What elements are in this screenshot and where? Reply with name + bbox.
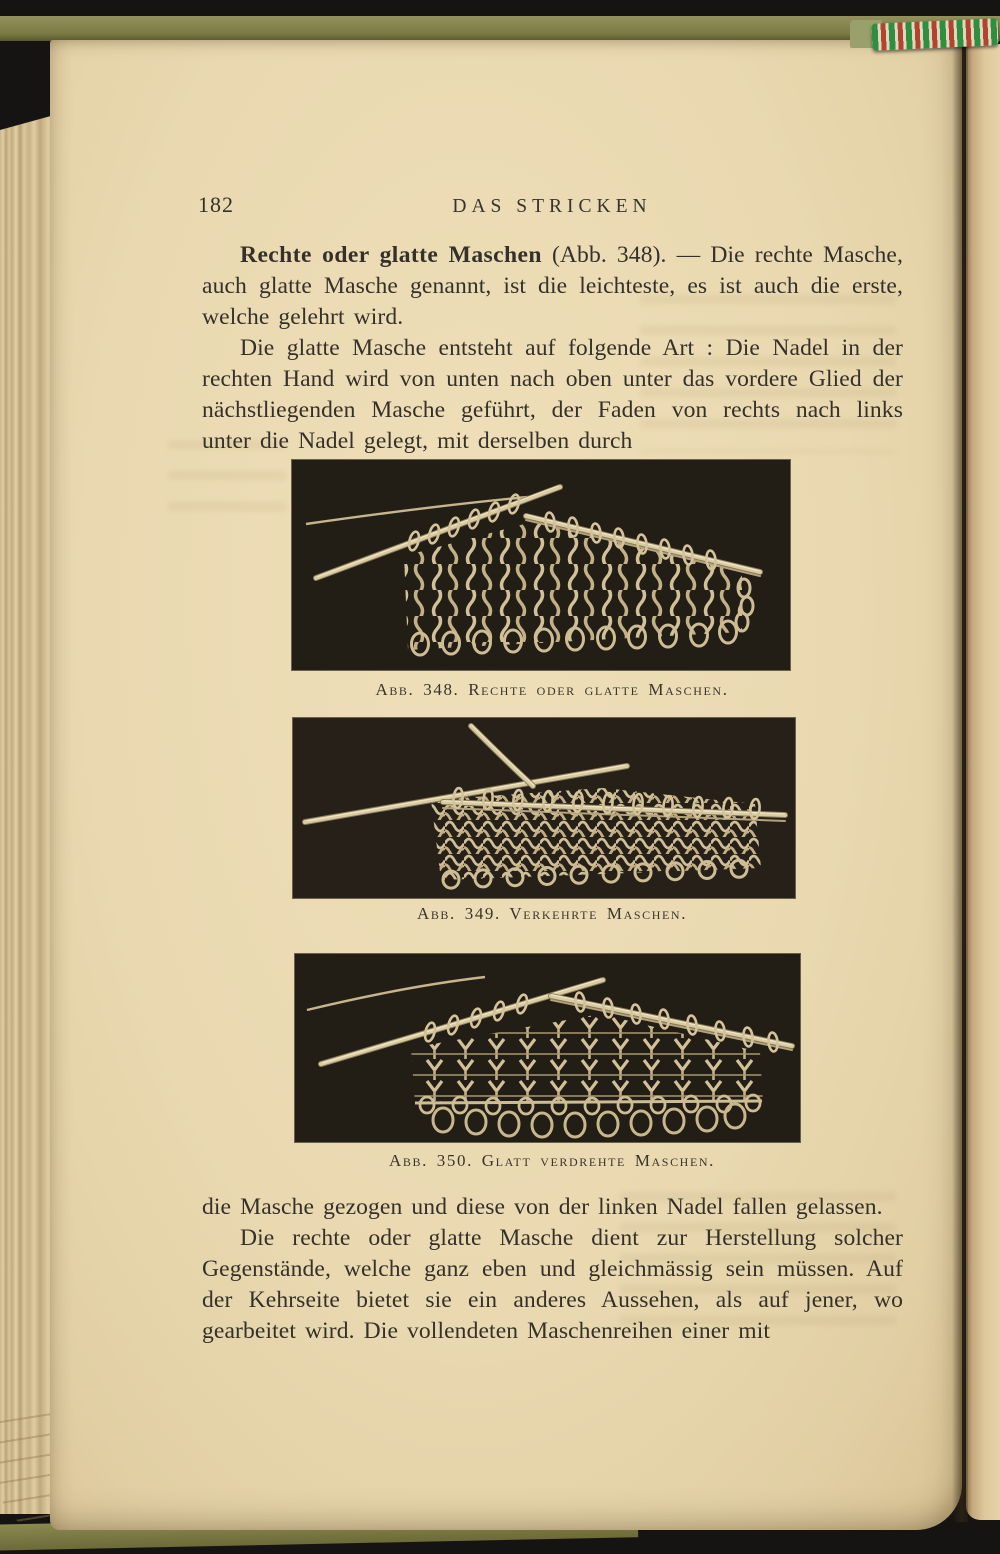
figure-abb-350 (295, 954, 800, 1142)
body-text-upper (202, 240, 903, 457)
figure-caption-348: Abb. 348. Rechte oder glatte Maschen. (375, 680, 729, 699)
decorative-headband (871, 18, 998, 50)
figure-abb-348 (292, 460, 790, 670)
gutter-shadow (952, 42, 968, 1522)
figure-caption-350: Abb. 350. Glatt verdrehte Maschen. (389, 1151, 715, 1170)
running-header: DAS STRICKEN (452, 196, 652, 217)
figure-abb-349 (293, 718, 795, 898)
figure-caption-349: Abb. 349. Verkehrte Maschen. (416, 904, 688, 923)
paragraph-rechte-maschen (202, 240, 903, 333)
body-text-lower (202, 1192, 903, 1347)
paragraph-continuation: die Masche gezogen und diese von der linken Nadel fallen gelassen. (202, 1194, 883, 1220)
paragraph-glatte-masche: Die glatte Masche entsteht auf folgende Art : Die Nadel in der rechten Hand wird von unten nach oben unter das vordere Glied der nächstliegenden Masche geführt, der Faden von rechts nach links unter die Nadel gelegt, mit derselben durch (202, 335, 903, 454)
paragraph-lead-in: Rechte oder glatte Maschen (240, 242, 542, 268)
knitting-photo-purl-stitches (293, 718, 795, 898)
paragraph-verwendung: Die rechte oder glatte Masche dient zur Herstellung solcher Gegenstände, welche ganz eben und gleichmässig sein müssen. Auf der Kehrseite bietet sie ein anderes Aussehen, als auf jener, wo gearbeitet wird. Die vollendeten Maschenreihen einer mit (202, 1225, 903, 1344)
page-number: 182 (198, 192, 234, 217)
knitting-photo-twisted-stitches (295, 954, 800, 1142)
knitting-photo-knit-stitches (292, 460, 790, 670)
paragraph-lead-rest: (Abb. 348). — Die rechte Masche, auch glatte Masche genannt, ist die leichteste, es ist auch die erste, welche gelehrt wird. (202, 242, 903, 330)
facing-page-edge (966, 44, 1000, 1520)
